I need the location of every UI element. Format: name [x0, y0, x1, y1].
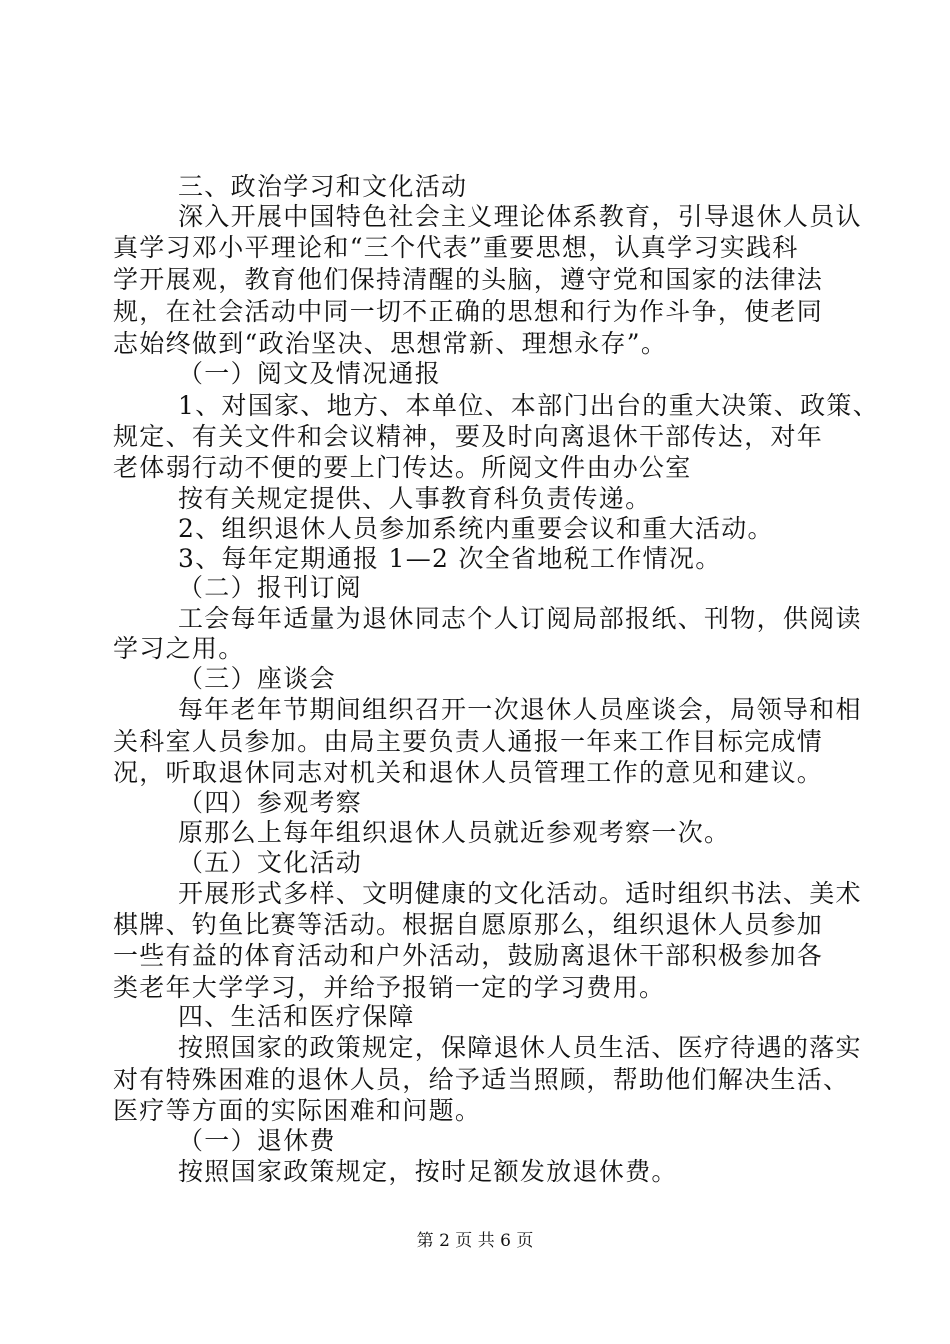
- subheading-retirement-pay: （一）退休费: [178, 1126, 336, 1155]
- paragraph-line: 规定、有关文件和会议精神，要及时向离退休干部传达，对年: [113, 422, 824, 451]
- paragraph-line: 原那么上每年组织退休人员就近参观考察一次。: [178, 818, 731, 847]
- paragraph-line: 对有特殊困难的退休人员，给予适当照顾，帮助他们解决生活、: [113, 1065, 850, 1094]
- paragraph-line: 按照国家的政策规定，保障退休人员生活、医疗待遇的落实: [178, 1033, 862, 1062]
- subheading-3: （三）座谈会: [178, 664, 336, 693]
- paragraph-line: 况，听取退休同志对机关和退休人员管理工作的意见和建议。: [113, 758, 824, 787]
- paragraph-line: 开展形式多样、文明健康的文化活动。适时组织书法、美术: [178, 879, 862, 908]
- paragraph-line: 1、对国家、地方、本单位、本部门出台的重大决策、政策、: [178, 391, 880, 420]
- paragraph-line: 深入开展中国特色社会主义理论体系教育，引导退休人员认: [178, 202, 862, 231]
- paragraph-line: 类老年大学学习，并给予报销一定的学习费用。: [113, 973, 666, 1002]
- paragraph-line: 工会每年适量为退休同志个人订阅局部报纸、刊物，供阅读: [178, 604, 862, 633]
- paragraph-line: 学习之用。: [113, 634, 245, 663]
- paragraph-line: 学开展观，教育他们保持清醒的头脑，遵守党和国家的法律法: [113, 265, 824, 294]
- paragraph-line: 真学习邓小平理论和“三个代表”重要思想，认真学习实践科: [113, 233, 799, 262]
- subheading-1: （一）阅文及情况通报: [178, 359, 442, 388]
- paragraph-line: 棋牌、钓鱼比赛等活动。根据自愿原那么，组织退休人员参加: [113, 910, 824, 939]
- page-number-footer: 第 2 页 共 6 页: [416, 1231, 534, 1251]
- heading-section-4: 四、生活和医疗保障: [178, 1002, 415, 1031]
- paragraph-line: 按有关规定提供、人事教育科负责传递。: [178, 484, 652, 513]
- subheading-2: （二）报刊订阅: [178, 573, 363, 602]
- subheading-5: （五）文化活动: [178, 848, 363, 877]
- heading-section-3: 三、政治学习和文化活动: [178, 172, 468, 201]
- paragraph-line: 2、组织退休人员参加系统内重要会议和重大活动。: [178, 514, 774, 543]
- paragraph-line: 医疗等方面的实际困难和问题。: [113, 1096, 482, 1125]
- paragraph-line: 关科室人员参加。由局主要负责人通报一年来工作目标完成情: [113, 727, 824, 756]
- paragraph-line: 按照国家政策规定，按时足额发放退休费。: [178, 1157, 678, 1186]
- paragraph-line: 规，在社会活动中同一切不正确的思想和行为作斗争，使老同: [113, 297, 824, 326]
- paragraph-line: 一些有益的体育活动和户外活动，鼓励离退休干部积极参加各: [113, 941, 824, 970]
- paragraph-line: 老体弱行动不便的要上门传达。所阅文件由办公室: [113, 453, 692, 482]
- paragraph-line: 志始终做到“政治坚决、思想常新、理想永存”。: [113, 329, 668, 358]
- paragraph-line: 每年老年节期间组织召开一次退休人员座谈会，局领导和相: [178, 695, 862, 724]
- paragraph-line: 3、每年定期通报 1—2 次全省地税工作情况。: [178, 544, 722, 573]
- subheading-4: （四）参观考察: [178, 788, 363, 817]
